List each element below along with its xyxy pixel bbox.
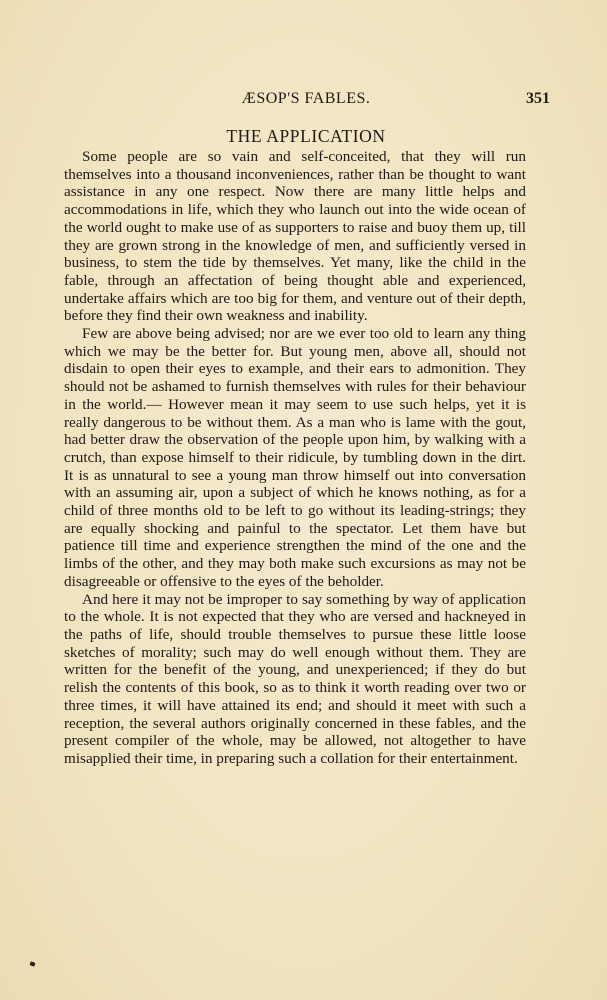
paragraph-3: And here it may not be improper to say something by way of application to the whole. It is not expected that they who are versed and hackneyed in the paths of life, should trouble themselves to pursue these little loose sketches of morality; such may do well enough without them. They are written for the benefit of the young, and unexperienced; if they do but relish the contents of this book, so as to think it worth reading over two or three times, it will have attained its end; and should it meet with such a reception, the several authors originally concerned in these fables, and the present compiler of the whole, may be allowed, not altogether to have misapplied their time, in preparing such a collation for their entertainment. — [64, 590, 526, 767]
body-text — [64, 148, 526, 768]
paragraph-2: Few are above being advised; nor are we ever too old to learn any thing which we may be the better for. But young men, above all, should not disdain to open their eyes to example, and their ears to admonition. They should not be ashamed to furnish themselves with rules for their behaviour in the world.— However mean it may seem to use such helps, yet it is really dangerous to be without them. As a man who is lame with the gout, had better draw the observation of the people upon him, by walking with a crutch, than expose himself to their ridicule, by tumbling down in the dirt. It is as unnatural to see a young man throw himself out into conversation with an assuming air, upon a subject of which he knows nothing, as for a child of three months old to be left to go without its leading-strings; they are equally shocking and painful to the spectator. Let them have but patience till time and experience strengthen the mind of the one and the limbs of the other, and they may both make such excursions as may not be disagreeable or offensive to the eyes of the beholder. — [64, 325, 526, 590]
running-title: ÆSOP'S FABLES. — [241, 90, 371, 107]
paragraph-1: Some people are so vain and self-conceited, that they will run themselves into a thousand inconveniences, rather than be thought to want assistance in any one respect. Now there are many little helps and accommodations in life, which they who launch out into the wide ocean of the world ought to make use of as supporters to raise and buoy them up, till they are grown strong in the knowledge of men, and sufficiently versed in business, to stem the tide by themselves. Yet many, like the child in the fable, through an affectation of being thought able and experienced, undertake affairs which are too big for them, and venture out of their depth, before they find their own weakness and inability. — [64, 148, 526, 325]
page-number: 351 — [526, 90, 550, 107]
ink-speck — [29, 961, 35, 966]
running-head — [62, 90, 550, 112]
section-heading: THE APPLICATION — [226, 126, 386, 146]
